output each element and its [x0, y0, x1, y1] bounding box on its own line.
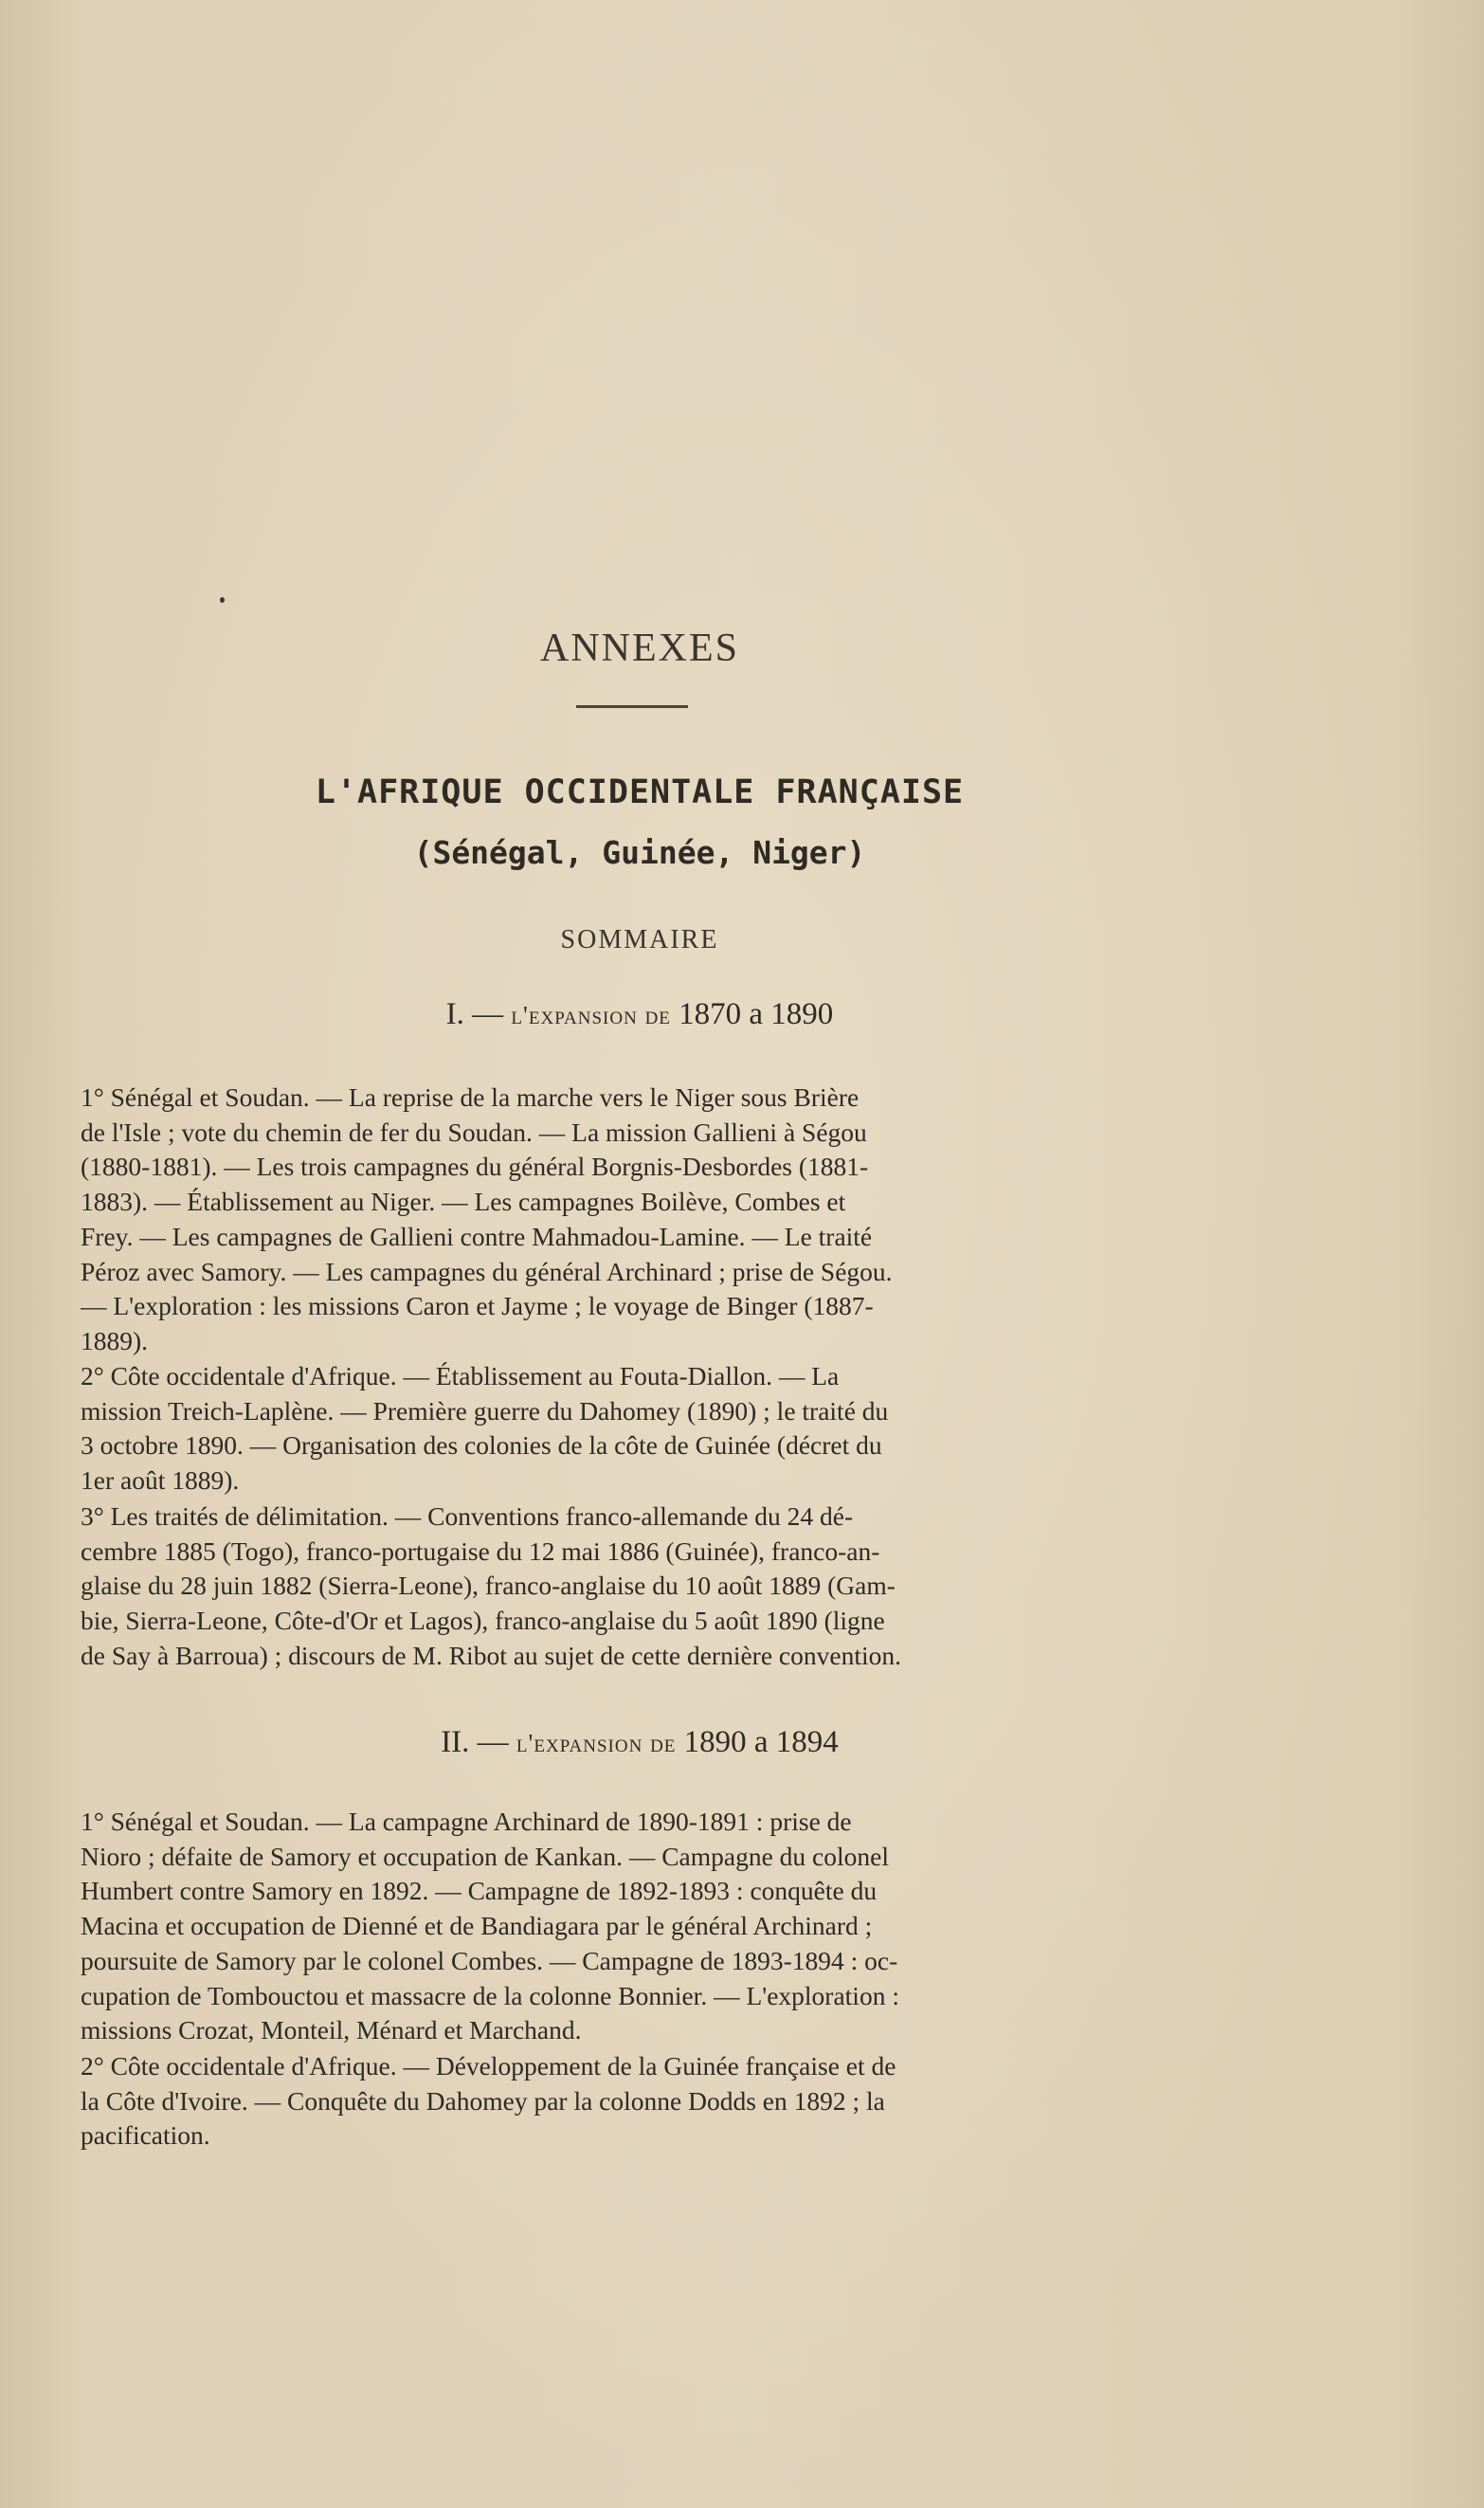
summary-paragraph	[81, 1359, 1210, 1499]
text-line: Macina et occupation de Dienné et de Bandiagara par le général Archinard ;	[81, 1911, 873, 1941]
text-line: (1880-1881). — Les trois campagnes du général Borgnis-Desbordes (1881-	[81, 1152, 869, 1182]
text-line: glaise du 28 juin 1882 (Sierra-Leone), franco-anglaise du 10 août 1889 (Gam-	[81, 1571, 896, 1601]
text-line: 2° Côte occidentale d'Afrique. — Établissement au Fouta-Diallon. — La	[81, 1361, 840, 1390]
section-label: l'expansion de	[511, 1001, 671, 1029]
text-line: 2° Côte occidentale d'Afrique. — Développement de la Guinée française et de	[81, 2051, 896, 2081]
text-line: 3 octobre 1890. — Organisation des colonies de la côte de Guinée (décret du	[81, 1430, 882, 1461]
sub-heading: (Sénégal, Guinée, Niger)	[413, 834, 866, 871]
section-title	[0, 1725, 1279, 1760]
text-line: 1° Sénégal et Soudan. — La reprise de la marche vers le Niger sous Brière	[81, 1082, 860, 1112]
text-line: Nioro ; défaite de Samory et occupation de Kankan. — Campagne du colonel	[81, 1841, 889, 1871]
text-line: 3° Les traités de délimitation. — Conventions franco-allemande du 24 dé-	[81, 1501, 854, 1531]
section-years: 1890 a 1894	[683, 1725, 839, 1759]
section-numeral: I. —	[445, 997, 504, 1031]
text-line: 1° Sénégal et Soudan. — La campagne Archinard de 1890-1891 : prise de	[81, 1807, 852, 1836]
page-title: ANNEXES	[540, 627, 739, 670]
main-heading: L'AFRIQUE OCCIDENTALE FRANÇAISE	[315, 773, 965, 811]
text-line: 1883). — Établissement au Niger. — Les campagnes Boilève, Combes et	[81, 1187, 846, 1217]
section-label: l'expansion de	[516, 1729, 677, 1757]
text-line: 1889).	[81, 1325, 149, 1355]
text-line: 1er août 1889).	[81, 1465, 240, 1496]
text-line: missions Crozat, Monteil, Ménard et Marchand.	[81, 2015, 582, 2045]
text-line: Humbert contre Samory en 1892. — Campagne de 1892-1893 : conquête du	[81, 1876, 878, 1906]
section-years: 1870 a 1890	[679, 997, 834, 1031]
section-numeral: II. —	[441, 1725, 509, 1759]
text-line: mission Treich-Laplène. — Première guerre du Dahomey (1890) ; le traité du	[81, 1395, 889, 1426]
ink-speck	[220, 597, 225, 603]
summary-paragraph	[81, 1499, 1210, 1674]
text-line: cupation de Tombouctou et massacre de la colonne Bonnier. — L'exploration :	[81, 1980, 899, 2010]
sommaire-heading: SOMMAIRE	[560, 925, 719, 954]
text-line: Frey. — Les campagnes de Gallieni contre Mahmadou-Lamine. — Le traité	[81, 1221, 873, 1251]
text-line: bie, Sierra-Leone, Côte-d'Or et Lagos), franco-anglaise du 5 août 1890 (ligne	[81, 1606, 885, 1636]
summary-paragraph	[81, 2049, 1210, 2154]
summary-paragraph	[81, 1805, 1210, 2048]
text-line: — L'exploration : les missions Caron et Jayme ; le voyage de Binger (1887-	[81, 1291, 874, 1321]
summary-paragraph	[81, 1081, 1210, 1359]
text-line: cembre 1885 (Togo), franco-portugaise du 12 mai 1886 (Guinée), franco-an-	[81, 1536, 880, 1566]
section-title	[0, 997, 1279, 1032]
text-line: pacification.	[81, 2120, 210, 2151]
text-line: Péroz avec Samory. — Les campagnes du général Archinard ; prise de Ségou.	[81, 1256, 893, 1286]
text-line: la Côte d'Ivoire. — Conquête du Dahomey par la colonne Dodds en 1892 ; la	[81, 2085, 885, 2116]
text-line: poursuite de Samory par le colonel Combes. — Campagne de 1893-1894 : oc-	[81, 1945, 898, 1975]
text-line: de Say à Barroua) ; discours de M. Ribot au sujet de cette dernière convention.	[81, 1640, 901, 1670]
text-line: de l'Isle ; vote du chemin de fer du Soudan. — La mission Gallieni à Ségou	[81, 1117, 867, 1147]
title-rule	[576, 705, 688, 708]
